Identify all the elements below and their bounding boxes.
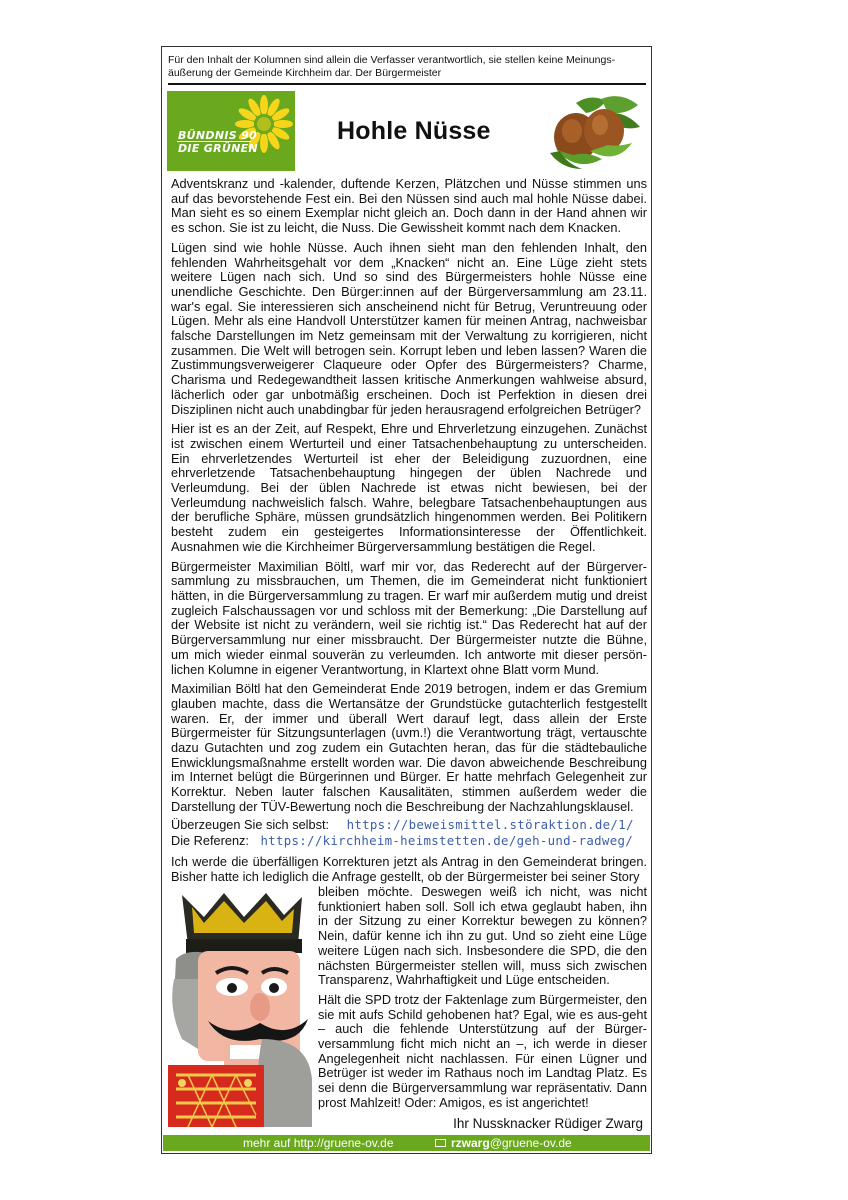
reference-label: Die Referenz:	[171, 833, 249, 848]
page-title: Hohle Nüsse	[337, 117, 491, 145]
reference-row	[171, 817, 647, 833]
party-logo	[167, 91, 295, 171]
signature: Ihr Nussknacker Rüdiger Zwarg	[453, 1116, 643, 1131]
article-body	[171, 177, 647, 820]
logo-line-2: DIE GRÜNEN	[178, 142, 258, 155]
reference-link[interactable]: https://kirchheim-heimstetten.de/geh-und-radweg/	[260, 833, 633, 848]
email-user: rzwarg	[451, 1136, 490, 1150]
paragraph: Bürgermeister Maximilian Böltl, warf mir vor, das Rederecht auf der Bürgerver-sammlung zu missbrauchen, um Themen, die im Gemeinderat nicht funktioniert hätten, in die Bürgerversammlung zu tragen. Er warf mir außerdem mutig und dreist zugleich Falschaussagen vor und schloss mit der Bemerkung: „Die Darstellung auf der Website ist nicht zu verändern, weil sie richtig ist.“ Das Rederecht hat auf der Bürgerversammlung nur einer missbraucht. Der Bürgermeister nutzte die Bühne, um mich wieder einmal souverän zu verleumden. Ich antworte mit dieser persön-lichen Kolumne in eigener Verantwortung, in Klartext ohne Blatt vorm Mund.	[171, 558, 647, 677]
paragraph: Maximilian Böltl hat den Gemeinderat Ende 2019 betrogen, indem er das Gremium glauben machte, dass die Wertansätze der Grundstücke gutachterlich festgestellt waren. Er, der immer und überall Wert darauf legt, dass allein der Erste Bürgermeister für Sitzungsunterlagen (uvm.!) die Verantwortung trägt, vertauschte dazu Gutachten und zog zudem ein Gutachten heran, das für die städtebauliche Enwicklungsmaßnahme erstellt worden war. Die davon abweichende Beschreibung im Internet belügt die Bürgerinnen und Bürger. Er hatte mehrfach Gelegenheit zur Korrektur. Neben lauter falschen Kausalitäten, stimmen außerdem weder die Darstellung der TÜV-Bewertung noch die Beschreibung der Nachzahlungsklausel.	[171, 681, 647, 814]
side-text	[318, 885, 647, 1116]
website-link[interactable]: mehr auf http://gruene-ov.de	[243, 1136, 394, 1150]
hazelnuts-illustration	[546, 93, 642, 173]
footer-bar	[163, 1135, 650, 1151]
envelope-icon	[435, 1139, 446, 1147]
paragraph: Lügen sind wie hohle Nüsse. Auch ihnen sieht man den fehlenden Inhalt, den fehlenden Wahrheitsgehalt vor dem „Knacken“ nicht an. Eine Lüge zieht stets weitere Lügen nach sich. Und so sind des Bürgermeisters hohle Nüsse eine unendliche Geschichte. Den Bürger:innen auf der Bürgerversammlung am 23.11. war's egal. Sie interessieren sich anscheinend nicht für Betrug, Veruntreuung oder Lügen. Mehr als eine Handvoll Unterstützer kamen für meinen Antrag, nachweisbar falsche Darstellungen im Netz gemeinsam mit der Verwaltung zu korrigieren, nicht zusammen. Die Welt will betrogen sein. Korrupt leben und leben lassen? Waren die Zustimmungsverweigerer Claqueure oder Opfer des Bürgermeisters? Charme, Charisma und Redegewandtheit lassen kritische Anmerkungen wahlweise absurd, lächerlich oder gar unbotmäßig erscheinen. Doch ist Perfektion in diesen drei Disziplinen nicht auch unabdingbar für jeden herausragend erfolgreichen Betrüger?	[171, 239, 647, 417]
nutcracker-image	[168, 889, 312, 1127]
lower-intro	[171, 855, 647, 884]
disclaimer: Für den Inhalt der Kolumnen sind allein die Verfasser verantwortlich, sie stellen keine Meinungs-äußerung der Gemeinde Kirchheim dar. Der Bürgermeister	[168, 54, 646, 85]
reference-row	[171, 833, 647, 849]
paragraph: Adventskranz und -kalender, duftende Kerzen, Plätzchen und Nüsse stimmen uns auf das bevorstehende Fest ein. Bei den Nüssen sind auch mal hohle Nüsse dabei. Man sieht es so einem Exemplar nicht gleich an. Doch dann in der Hand ahnen wir es schon. Sie ist zu leicht, die Nuss. Die Gewissheit kommt nach dem Knacken.	[171, 176, 647, 236]
logo-line-1: BÜNDNIS 90	[178, 129, 258, 142]
reference-label: Überzeugen Sie sich selbst:	[171, 817, 330, 832]
reference-link[interactable]: https://beweismittel.störaktion.de/1/	[346, 817, 634, 832]
paragraph: Hier ist es an der Zeit, auf Respekt, Ehre und Ehrverletzung einzugehen. Zunächst ist zwischen einem Werturteil und einer Tatsachenbehauptung zu unterscheiden. Ein ehrverletzendes Werturteil ist eher der Beleidigung zuzuordnen, eine ehrverletzende Tatsachenbehauptung hingegen der üblen Nachrede und Verleumdung. Bei der üblen Nachrede ist etwas nicht bewiesen, bei der Verleumdung nachweislich falsch. Wahre, belegbare Tatsachenbehauptungen aus der berufliche Sphäre, müssen grundsätzlich hingenommen werden. Bei Politikern besteht zudem ein gesteigertes Informationsinteresse der Öffentlichkeit. Ausnahmen wie die Kirchheimer Bürgerversammlung bestätigen die Regel.	[171, 421, 647, 554]
paragraph: bleiben möchte. Deswegen weiß ich nicht, was nicht funktioniert haben soll. Soll ich etwa geglaubt haben, ihn in der Sitzung zu einer Korrektur bewegen zu können? Nein, dafür kenne ich ihn zu gut. Und so zieht eine Lüge weitere Lügen nach sich. Insbesondere die SPD, die den nächsten Bürgermeister stellen will, muss sich zwischen Transparenz, Wahrhaftigkeit und Lüge entscheiden.	[318, 884, 647, 988]
paragraph: Ich werde die überfälligen Korrekturen jetzt als Antrag in den Gemeinderat bringen. Bisher hatte ich lediglich die Anfrage gestellt, ob der Bürgermeister bei seiner Story	[171, 854, 647, 884]
column-page	[161, 46, 652, 1154]
email-domain: @gruene-ov.de	[489, 1136, 572, 1150]
paragraph: Hält die SPD trotz der Faktenlage zum Bürgermeister, den sie mit aufs Schild gehobenen hat? Egal, wie es aus-geht – auch die fehlende Unterstützung auf der Bürger-versammlung ficht mich nicht an –, ich werde in dieser Angelegenheit nicht nachlassen. Für einen Lügner und Betrüger ist weder im Rathaus noch im Landtag Platz. Es sei denn die Bürgerversammlung war repräsentativ. Dann prost Mahlzeit! Oder: Amigos, es ist angerichtet!	[318, 991, 647, 1110]
email-link[interactable]	[435, 1135, 572, 1151]
references	[171, 817, 647, 849]
